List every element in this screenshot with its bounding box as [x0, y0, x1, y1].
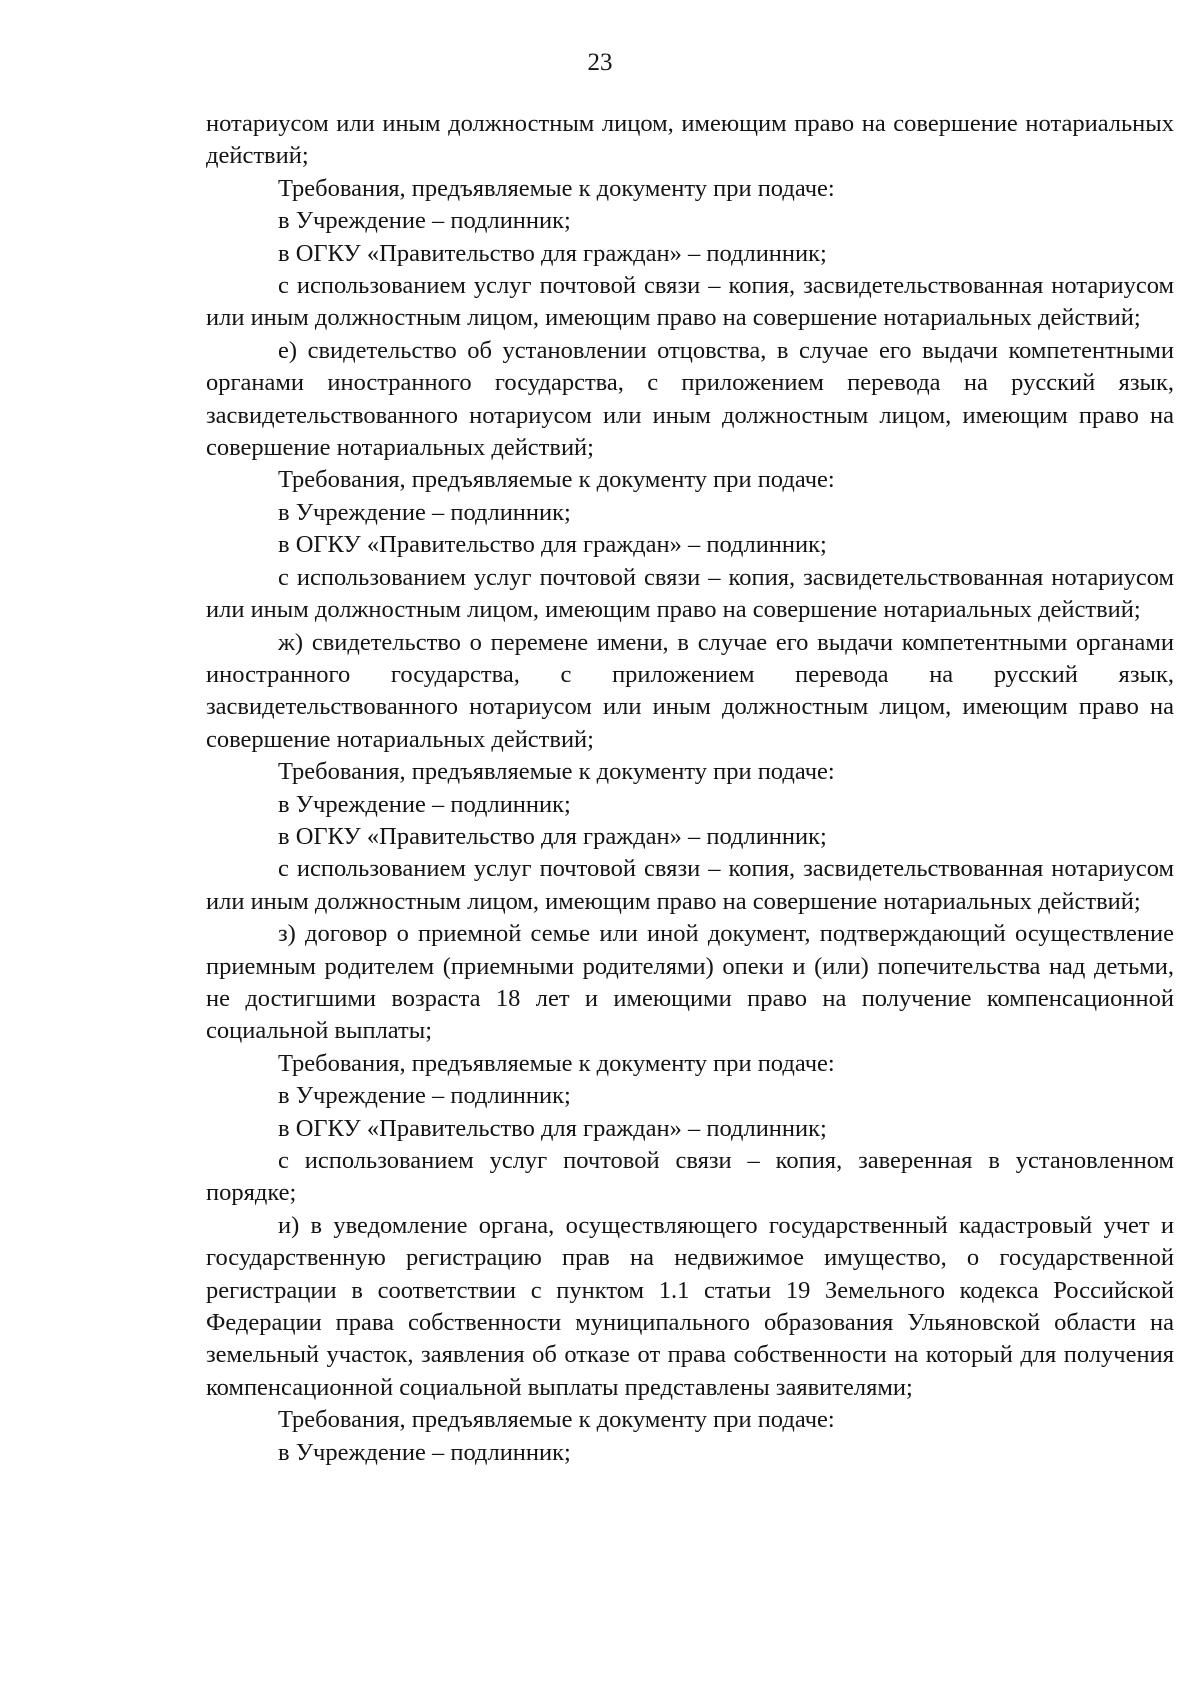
paragraph: Требования, предъявляемые к документу при подаче:	[278, 1049, 835, 1077]
paragraph: Требования, предъявляемые к документу при подаче:	[278, 1406, 835, 1434]
paragraph: и) в уведомление органа, осуществляющего государственный кадастровый учет и государственную регистрацию прав на недвижимое имущество, о государственной регистрации в соответствии с пунктом 1.1 статьи 19 Земельного кодекса Российской Федерации права собственности муниципального образования Ульяновской области на земельный участок, заявления об отказе от права собственности на который для получения компенсационной социальной выплаты представлены заявителями;	[206, 1211, 1174, 1401]
paragraph: ж) свидетельство о перемене имени, в случае его выдачи компетентными органами иностранного государства, с приложением перевода на русский язык, засвидетельствованного нотариусом или иным должностным лицом, имеющим право на совершение нотариальных действий;	[206, 628, 1174, 753]
paragraph: в ОГКУ «Правительство для граждан» – подлинник;	[278, 822, 827, 850]
paragraph: Требования, предъявляемые к документу при подаче:	[278, 466, 835, 494]
paragraph: в ОГКУ «Правительство для граждан» – подлинник;	[278, 531, 827, 559]
paragraph: в Учреждение – подлинник;	[278, 207, 571, 235]
paragraph: Требования, предъявляемые к документу при подаче:	[278, 174, 835, 202]
paragraph: в Учреждение – подлинник;	[278, 498, 571, 526]
paragraph: нотариусом или иным должностным лицом, имеющим право на совершение нотариальных действий;	[206, 110, 1174, 170]
page-number: 23	[587, 49, 613, 76]
paragraph: с использованием услуг почтовой связи – копия, засвидетельствованная нотариусом или иным должностным лицом, имеющим право на совершение нотариальных действий;	[206, 272, 1174, 332]
paragraph: в Учреждение – подлинник;	[278, 790, 571, 818]
paragraph: з) договор о приемной семье или иной документ, подтверждающий осуществление приемным родителем (приемными родителями) опеки и (или) попечительства над детьми, не достигшими возраста 18 лет и имеющими право на получение компенсационной социальной выплаты;	[206, 920, 1174, 1045]
paragraph: е) свидетельство об установлении отцовства, в случае его выдачи компетентными органами иностранного государства, с приложением перевода на русский язык, засвидетельствованного нотариусом или иным должностным лицом, имеющим право на совершение нотариальных действий;	[206, 336, 1174, 462]
paragraph: Требования, предъявляемые к документу при подаче:	[278, 758, 835, 786]
paragraph: с использованием услуг почтовой связи – копия, засвидетельствованная нотариусом или иным должностным лицом, имеющим право на совершение нотариальных действий;	[206, 563, 1174, 624]
document-body	[206, 108, 1174, 1469]
paragraph: с использованием услуг почтовой связи – копия, засвидетельствованная нотариусом или иным должностным лицом, имеющим право на совершение нотариальных действий;	[206, 855, 1174, 915]
paragraph: в ОГКУ «Правительство для граждан» – подлинник;	[278, 239, 827, 267]
paragraph: в Учреждение – подлинник;	[278, 1082, 571, 1110]
paragraph: в Учреждение – подлинник;	[278, 1438, 571, 1466]
paragraph: в ОГКУ «Правительство для граждан» – подлинник;	[278, 1114, 827, 1142]
paragraph: с использованием услуг почтовой связи – копия, заверенная в установленном порядке;	[206, 1147, 1174, 1207]
